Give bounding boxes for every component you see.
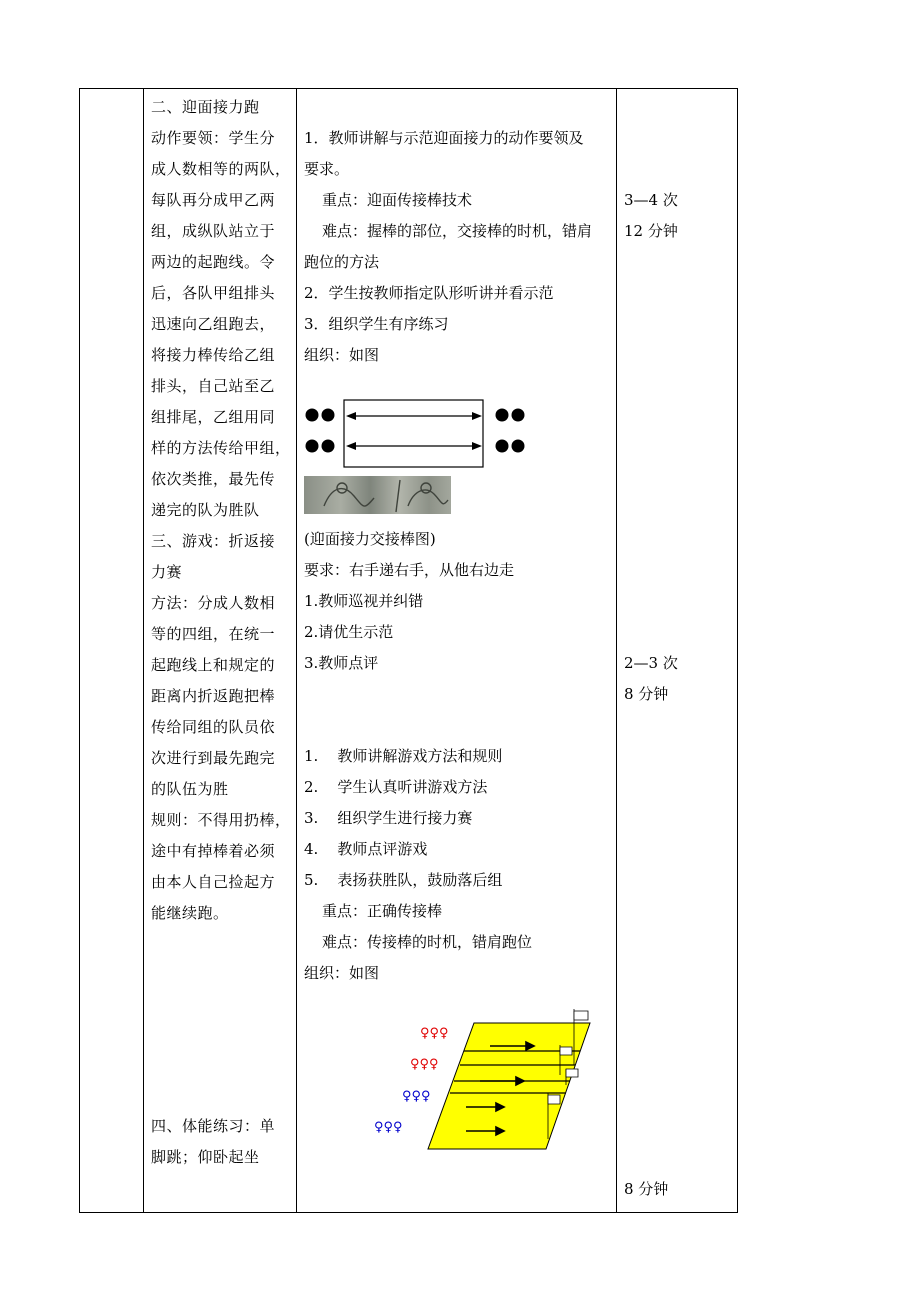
duration: 8 分钟 (624, 1180, 669, 1198)
shuttle-relay-diagram (370, 1005, 600, 1155)
content-line: 起跑线上和规定的 (151, 656, 276, 674)
content-line: 二、迎面接力跑 (151, 98, 260, 116)
org-line: 3．组织学生有序练习 (304, 315, 449, 333)
org-line: 2．学生按教师指定队形听讲并看示范 (304, 284, 554, 302)
content-line: 等的四组，在统一 (151, 625, 276, 643)
org-line: 要求。 (304, 160, 350, 178)
timing-block3 (624, 1174, 724, 1205)
requirement: 要求：右手递右手，从他右边走 (304, 561, 515, 579)
team-blue-1: ♀♀♀ (402, 1089, 431, 1104)
org-line: 2. 学生认真听讲游戏方法 (304, 778, 488, 796)
team-right-dots (496, 409, 525, 453)
content-line: 的队伍为胜 (151, 780, 229, 798)
difficulty: 难点：握棒的部位，交接棒的时机，错肩 (322, 222, 593, 240)
org-line: 1.教师巡视并纠错 (304, 592, 424, 610)
content-line: 传给同组的队员依 (151, 718, 276, 736)
relay-field (344, 400, 483, 467)
section-four-line2: 脚跳；仰卧起坐 (151, 1148, 260, 1166)
content-line: 三、游戏：折返接 (151, 532, 276, 550)
timing-block1 (624, 185, 724, 247)
key-point: 重点：正确传接棒 (322, 902, 443, 920)
baton-exchange-photo (304, 476, 451, 514)
org-line: 2.请优生示范 (304, 623, 394, 641)
org-line: 5. 表扬获胜队，鼓励落后组 (304, 871, 503, 889)
content-line: 方法：分成人数相 (151, 594, 276, 612)
repetitions: 2—3 次 (624, 654, 678, 672)
content-line: 组排尾，乙组用同 (151, 408, 276, 426)
content-line: 次进行到最先跑完 (151, 749, 276, 767)
organization-part1 (304, 123, 616, 371)
section-four (151, 1111, 291, 1173)
repetitions: 3—4 次 (624, 191, 678, 209)
org-line: 组织：如图 (304, 346, 380, 364)
content-line: 力赛 (151, 563, 183, 581)
content-line: 排头，自己站至乙 (151, 377, 276, 395)
team-blue-2: ♀♀♀ (374, 1120, 403, 1135)
team-red-2: ♀♀♀ (410, 1057, 439, 1072)
content-line: 途中有掉棒着必须 (151, 842, 276, 860)
org-line: 1. 教师讲解游戏方法和规则 (304, 747, 503, 765)
organization-part2 (304, 524, 616, 679)
baton-exchange-sketch (304, 476, 451, 514)
duration: 8 分钟 (624, 685, 669, 703)
timing-block2 (624, 648, 724, 710)
org-line: 跑位的方法 (304, 253, 380, 271)
column-divider (296, 88, 297, 1213)
content-line: 样的方法传给甲组， (151, 439, 291, 457)
difficulty: 难点：传接棒的时机，错肩跑位 (322, 933, 533, 951)
diagram-caption: (迎面接力交接棒图) (304, 530, 436, 548)
content-line: 将接力棒传给乙组 (151, 346, 276, 364)
organization-part3 (304, 741, 616, 989)
content-line: 两边的起跑线。令 (151, 253, 276, 271)
content-column (151, 92, 291, 929)
column-divider (616, 88, 617, 1213)
content-line: 后，各队甲组排头 (151, 284, 276, 302)
content-line: 规则：不得用扔棒， (151, 811, 291, 829)
org-line: 组织：如图 (304, 964, 380, 982)
content-line: 能继续跑。 (151, 904, 229, 922)
content-line: 依次类推，最先传 (151, 470, 276, 488)
content-line: 组，成纵队站立于 (151, 222, 276, 240)
arrow-top (346, 412, 482, 420)
content-line: 递完的队为胜队 (151, 501, 260, 519)
arrow-bottom (346, 442, 482, 450)
key-point: 重点：迎面传接棒技术 (322, 191, 473, 209)
content-line: 距离内折返跑把棒 (151, 687, 276, 705)
content-line: 迅速向乙组跑去， (151, 315, 276, 333)
content-line: 由本人自己捡起方 (151, 873, 276, 891)
column-divider (143, 88, 144, 1213)
duration: 12 分钟 (624, 222, 678, 240)
relay-field-yellow (428, 1023, 590, 1149)
content-line: 成人数相等的两队， (151, 160, 291, 178)
team-left-dots (306, 409, 335, 453)
content-line: 动作要领：学生分 (151, 129, 276, 147)
org-line: 4. 教师点评游戏 (304, 840, 428, 858)
org-line: 1．教师讲解与示范迎面接力的动作要领及 (304, 129, 584, 147)
content-line: 每队再分成甲乙两 (151, 191, 276, 209)
org-line: 3.教师点评 (304, 654, 379, 672)
org-line: 3. 组织学生进行接力赛 (304, 809, 473, 827)
section-four-line1: 四、体能练习：单 (151, 1117, 276, 1135)
team-red-1: ♀♀♀ (420, 1026, 449, 1041)
